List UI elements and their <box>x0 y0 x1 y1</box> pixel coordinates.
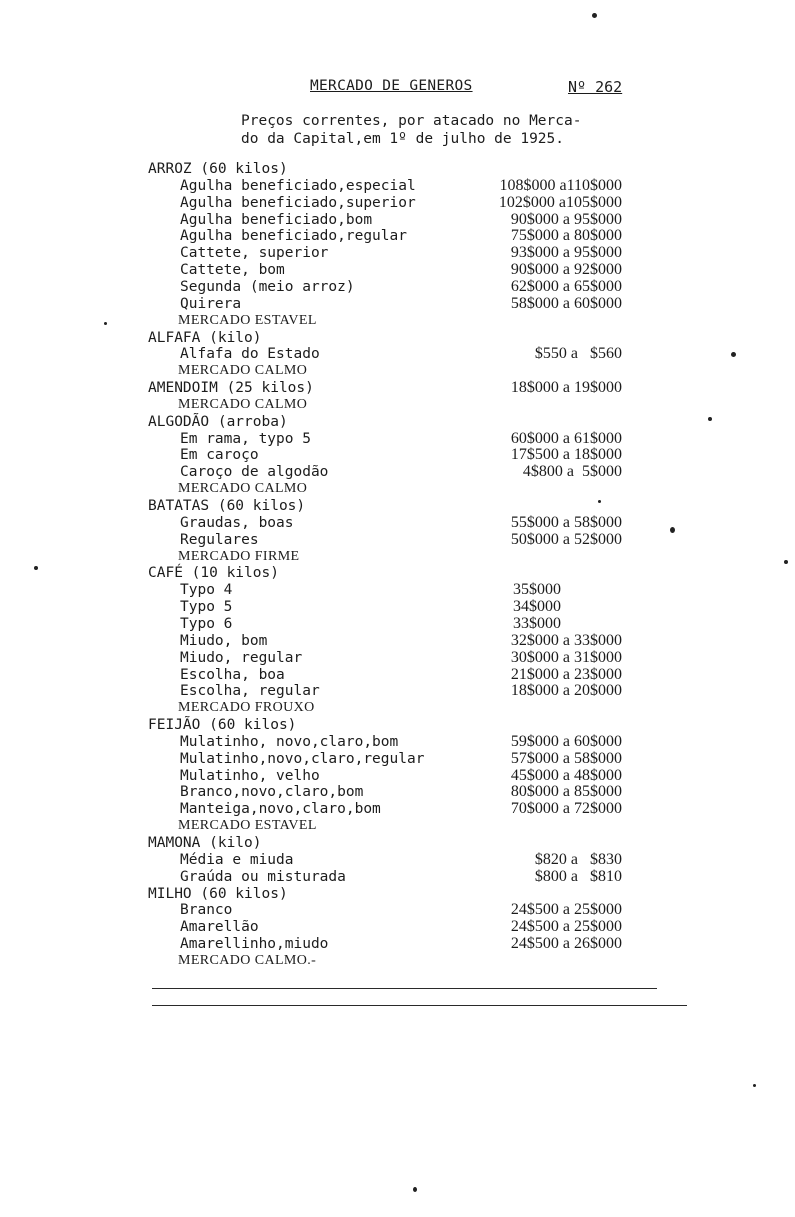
price-row <box>0 733 795 751</box>
price-row <box>0 615 795 633</box>
price-row <box>0 935 795 953</box>
price-row <box>0 682 795 700</box>
price-row <box>0 430 795 448</box>
price-range: 70$000 a 72$000 <box>510 800 622 818</box>
item-label: Amarellão <box>180 919 259 936</box>
price-range: 18$000 a 19$000 <box>510 379 622 397</box>
item-label: Escolha, regular <box>180 683 320 700</box>
price-row <box>0 244 795 262</box>
category-label: ALFAFA (kilo) <box>148 329 262 346</box>
market-status: MERCADO CALMO <box>178 363 308 379</box>
category-label: MAMONA (kilo) <box>148 835 262 851</box>
category-row <box>0 834 795 852</box>
market-status: MERCADO FROUXO <box>178 700 315 716</box>
intro-paragraph <box>241 112 641 148</box>
market-status-row <box>0 699 795 717</box>
scan-speck <box>731 352 736 357</box>
category-row <box>0 160 795 178</box>
category-row <box>0 497 795 515</box>
document-number: Nº 262 <box>568 78 623 96</box>
scan-speck <box>784 560 788 564</box>
category-row <box>0 716 795 734</box>
price-row <box>0 581 795 599</box>
price-row <box>0 278 795 296</box>
market-status-row <box>0 396 795 414</box>
price-range: 102$000 a105$000 <box>498 193 622 211</box>
closing-rule-lower <box>152 1005 687 1006</box>
item-label: Agulha beneficiado,regular <box>180 228 407 245</box>
price-range: 60$000 a 61$000 <box>510 429 622 447</box>
price-range: 57$000 a 58$000 <box>510 749 622 767</box>
scan-speck <box>104 322 107 325</box>
item-label: Agulha beneficiado,superior <box>180 194 416 211</box>
scan-speck <box>670 527 675 533</box>
price-range: 32$000 a 33$000 <box>510 631 622 649</box>
market-status-row <box>0 312 795 330</box>
price-range: 21$000 a 23$000 <box>510 665 622 683</box>
price-row <box>0 851 795 869</box>
category-label: ARROZ (60 kilos) <box>148 161 288 177</box>
item-label: Caroço de algodão <box>180 464 329 481</box>
price-row <box>0 345 795 363</box>
price-row <box>0 227 795 245</box>
item-label: Média e miuda <box>180 851 294 868</box>
item-label: Em rama, typo 5 <box>180 430 311 447</box>
item-label: Typo 5 <box>180 599 233 616</box>
market-status-row <box>0 952 795 970</box>
item-label: Escolha, boa <box>180 666 285 683</box>
item-label: Em caroço <box>180 447 259 464</box>
category-row <box>0 413 795 431</box>
price-row <box>0 649 795 667</box>
item-label: Alfafa do Estado <box>180 346 320 363</box>
price-row <box>0 446 795 464</box>
price-row <box>0 750 795 768</box>
market-status: MERCADO CALMO.- <box>178 952 317 968</box>
price-range: $800 a $810 <box>534 867 622 885</box>
price-row <box>0 177 795 195</box>
price-row <box>0 666 795 684</box>
market-status: MERCADO ESTAVEL <box>178 818 317 834</box>
item-label: Graúda ou misturada <box>180 868 346 885</box>
market-status-row <box>0 362 795 380</box>
closing-rule-upper <box>152 988 657 989</box>
item-label: Mulatinho, velho <box>180 767 320 784</box>
scan-speck <box>34 566 38 570</box>
market-status: MERCADO CALMO <box>178 396 308 412</box>
price-row <box>0 531 795 549</box>
market-status-row <box>0 817 795 835</box>
price-range: 75$000 a 80$000 <box>510 227 622 245</box>
scan-speck <box>592 13 597 18</box>
item-label: Cattete, superior <box>180 245 329 262</box>
price-range: 90$000 a 92$000 <box>510 261 622 279</box>
item-label: Amarellinho,miudo <box>180 936 329 953</box>
price-range: 30$000 a 31$000 <box>510 648 622 666</box>
scan-speck <box>708 417 712 421</box>
item-label: Typo 4 <box>180 582 233 599</box>
price-row <box>0 598 795 616</box>
market-status: MERCADO FIRME <box>178 548 300 564</box>
price-row <box>0 632 795 650</box>
item-label: Manteiga,novo,claro,bom <box>180 801 381 818</box>
price-row <box>0 800 795 818</box>
category-label: AMENDOIM (25 kilos) <box>148 380 314 397</box>
price-range: $820 a $830 <box>534 850 622 868</box>
item-label: Branco <box>180 902 233 919</box>
item-label: Agulha beneficiado,bom <box>180 211 373 228</box>
price-row <box>0 868 795 886</box>
item-label: Miudo, regular <box>180 649 303 666</box>
price-row <box>0 514 795 532</box>
price-row <box>0 901 795 919</box>
price-range: 90$000 a 95$000 <box>510 210 622 228</box>
scan-speck <box>753 1084 756 1087</box>
price-row <box>0 194 795 212</box>
price-row <box>0 918 795 936</box>
price-range: 18$000 a 20$000 <box>510 682 622 700</box>
item-label: Typo 6 <box>180 615 233 632</box>
category-row <box>0 564 795 582</box>
price-range: 59$000 a 60$000 <box>510 732 622 750</box>
price-range: 24$500 a 25$000 <box>510 901 622 919</box>
category-label: CAFÉ (10 kilos) <box>148 565 279 582</box>
price-row <box>0 767 795 785</box>
price-range: 80$000 a 85$000 <box>510 783 622 801</box>
price-row <box>0 295 795 313</box>
category-label: MILHO (60 kilos) <box>148 885 288 902</box>
category-row <box>0 885 795 903</box>
market-status-row <box>0 548 795 566</box>
price-range: 4$800 a 5$000 <box>522 463 622 481</box>
price-row <box>0 211 795 229</box>
market-status: MERCADO CALMO <box>178 481 308 497</box>
price-row <box>0 783 795 801</box>
price-range: 24$500 a 26$000 <box>510 935 622 953</box>
market-status: MERCADO ESTAVEL <box>178 312 317 328</box>
item-label: Cattete, bom <box>180 262 285 279</box>
item-label: Mulatinho, novo,claro,bom <box>180 733 399 750</box>
price-range: 58$000 a 60$000 <box>510 294 622 312</box>
intro-line-1: Preços correntes, por atacado no Merca- <box>241 113 582 129</box>
item-label: Graudas, boas <box>180 514 294 531</box>
item-label: Quirera <box>180 295 242 312</box>
intro-line-2: do da Capital,em 1º de julho de 1925. <box>241 131 565 147</box>
category-label: BATATAS (60 kilos) <box>148 498 306 514</box>
price-range: 35$000 <box>513 581 561 599</box>
category-row <box>0 379 795 397</box>
price-range: 17$500 a 18$000 <box>510 446 622 464</box>
price-range: 50$000 a 52$000 <box>510 530 622 548</box>
item-label: Segunda (meio arroz) <box>180 278 355 295</box>
category-row <box>0 329 795 347</box>
price-range: 45$000 a 48$000 <box>510 766 622 784</box>
item-label: Regulares <box>180 531 259 548</box>
item-label: Branco,novo,claro,bom <box>180 784 364 801</box>
price-row <box>0 261 795 279</box>
price-range: 62$000 a 65$000 <box>510 277 622 295</box>
price-range: $550 a $560 <box>534 345 622 363</box>
price-range: 108$000 a110$000 <box>499 176 622 194</box>
scan-speck <box>598 500 601 503</box>
document-title: MERCADO DE GENEROS <box>310 78 473 94</box>
price-range: 93$000 a 95$000 <box>510 244 622 262</box>
category-label: ALGODÃO (arroba) <box>148 413 288 430</box>
price-range: 34$000 <box>513 598 561 616</box>
price-range: 24$500 a 25$000 <box>510 918 622 936</box>
item-label: Miudo, bom <box>180 632 268 649</box>
price-row <box>0 463 795 481</box>
scan-speck <box>413 1187 417 1192</box>
item-label: Agulha beneficiado,especial <box>180 177 416 194</box>
price-range: 33$000 <box>513 614 561 632</box>
category-label: FEIJÃO (60 kilos) <box>148 717 297 734</box>
price-range: 55$000 a 58$000 <box>510 513 622 531</box>
item-label: Mulatinho,novo,claro,regular <box>180 750 425 767</box>
market-status-row <box>0 480 795 498</box>
